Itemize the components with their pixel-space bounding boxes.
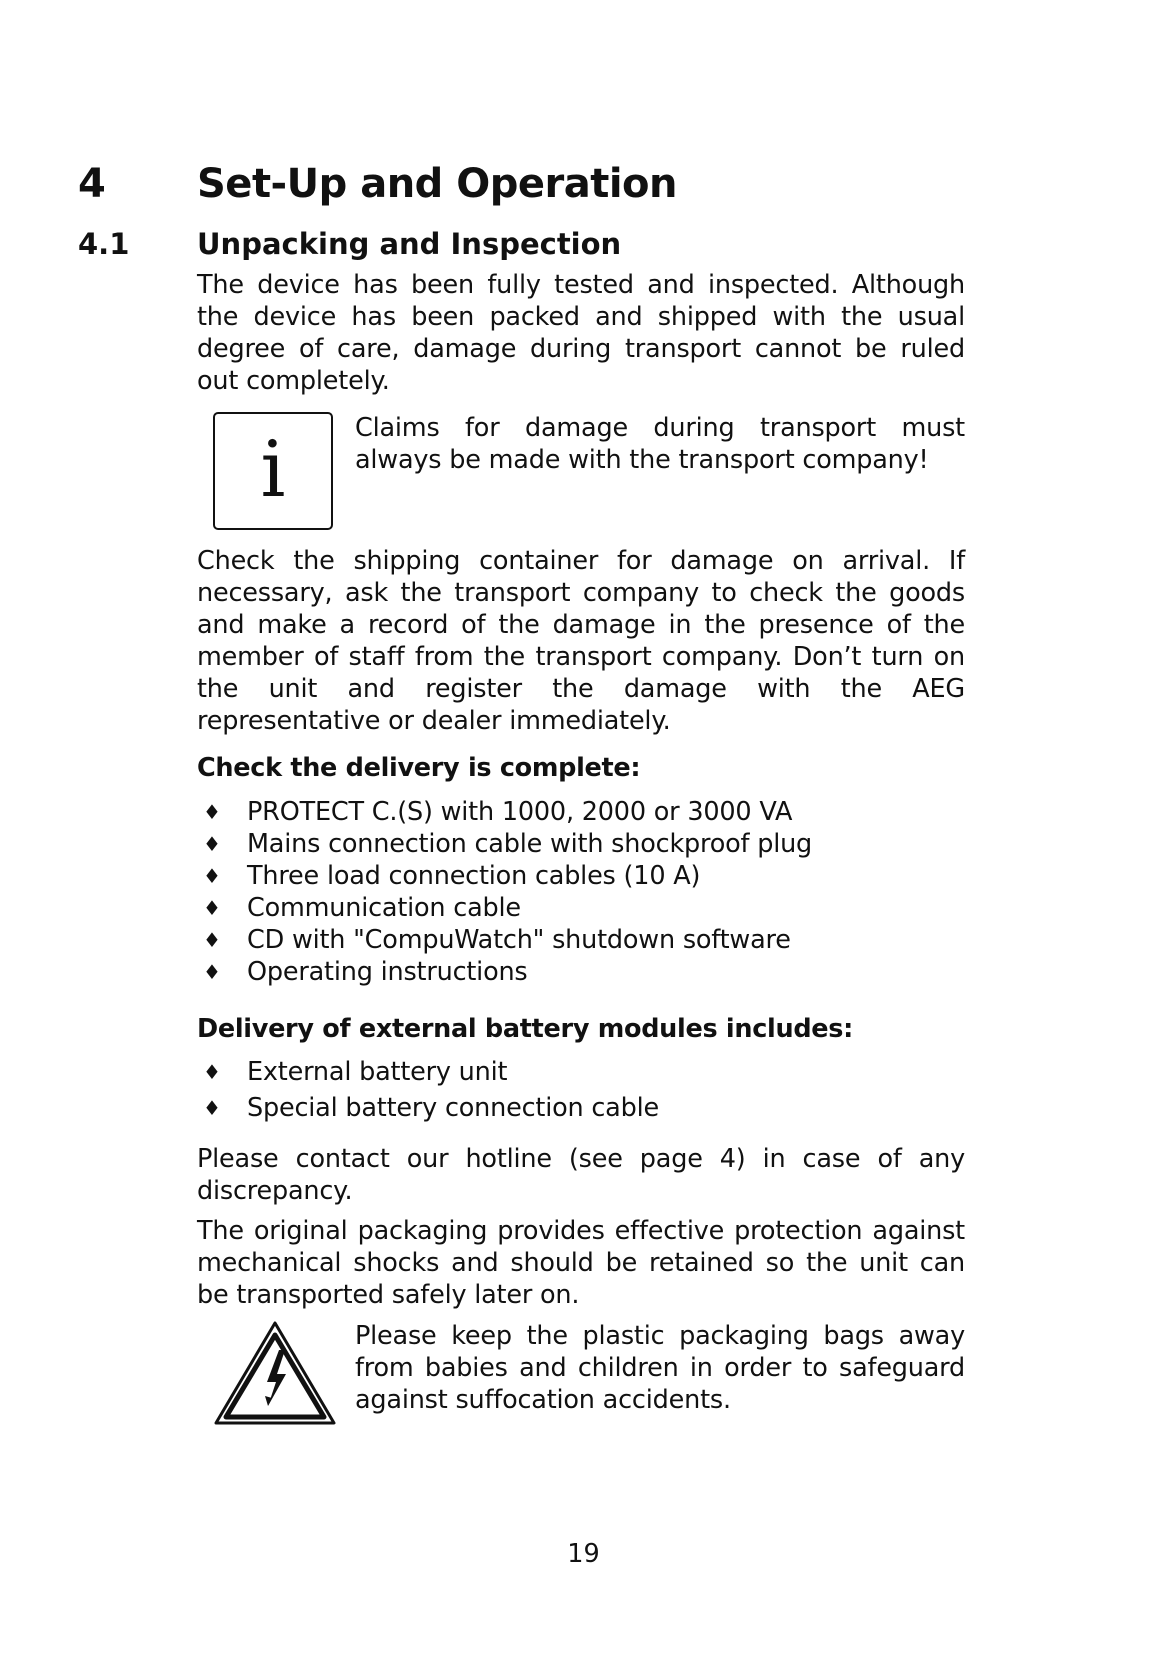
list-item-text: CD with "CompuWatch" shutdown software: [247, 925, 791, 955]
delivery-list: [197, 796, 965, 988]
chapter-number: 4: [78, 161, 106, 207]
diamond-bullet-icon: ♦: [203, 832, 221, 856]
diamond-bullet-icon: ♦: [203, 800, 221, 824]
list-item-text: External battery unit: [247, 1057, 508, 1087]
info-icon-glyph: i: [260, 425, 286, 515]
list-item: [197, 956, 965, 988]
list-item-text: PROTECT C.(S) with 1000, 2000 or 3000 VA: [247, 797, 793, 827]
diamond-bullet-icon: ♦: [203, 960, 221, 984]
intro-paragraph: The device has been fully tested and inspected. Although the device has been packed and shipped with the usual degree of care, damage during transport cannot be ruled out completely.: [197, 270, 965, 396]
hotline-paragraph: Please contact our hotline (see page 4) in case of any discrepancy.: [197, 1144, 965, 1206]
diamond-bullet-icon: ♦: [203, 864, 221, 888]
list-item-text: Operating instructions: [247, 957, 528, 987]
list-item-text: Communication cable: [247, 893, 521, 923]
list-item-text: Special battery connection cable: [247, 1093, 659, 1123]
list-item-text: Mains connection cable with shockproof plug: [247, 829, 813, 859]
packaging-paragraph: The original packaging provides effective protection against mechanical shocks and should be retained so the unit can be transported safely later on.: [197, 1216, 965, 1310]
battery-heading: Delivery of external battery modules includes:: [197, 1014, 854, 1044]
diamond-bullet-icon: ♦: [203, 896, 221, 920]
list-item: [197, 1092, 965, 1124]
list-item-text: Three load connection cables (10 A): [247, 861, 701, 891]
diamond-bullet-icon: ♦: [203, 1096, 221, 1120]
list-item: [197, 892, 965, 924]
info-icon: [213, 412, 333, 530]
list-item: [197, 860, 965, 892]
check-paragraph: Check the shipping container for damage on arrival. If necessary, ask the transport company to check the goods and make a record of the damage in the presence of the member of staff from the transport company. Don’t turn on the unit and register the damage with the AEG representative or dealer immediately.: [197, 546, 965, 736]
section-number: 4.1: [78, 227, 130, 261]
list-item: [197, 1056, 965, 1088]
page-number: 19: [567, 1539, 600, 1569]
battery-list: [197, 1056, 965, 1124]
chapter-title: Set-Up and Operation: [197, 161, 677, 207]
list-item: [197, 828, 965, 860]
section-title: Unpacking and Inspection: [197, 227, 622, 261]
diamond-bullet-icon: ♦: [203, 1060, 221, 1084]
high-voltage-warning-icon: [213, 1320, 337, 1426]
list-item: [197, 796, 965, 828]
info-note-text: Claims for damage during transport must always be made with the transport company!: [355, 413, 965, 475]
diamond-bullet-icon: ♦: [203, 928, 221, 952]
list-item: [197, 924, 965, 956]
warning-note-text: Please keep the plastic packaging bags away from babies and children in order to safeguard against suffocation accidents.: [355, 1321, 965, 1415]
delivery-heading: Check the delivery is complete:: [197, 753, 641, 783]
